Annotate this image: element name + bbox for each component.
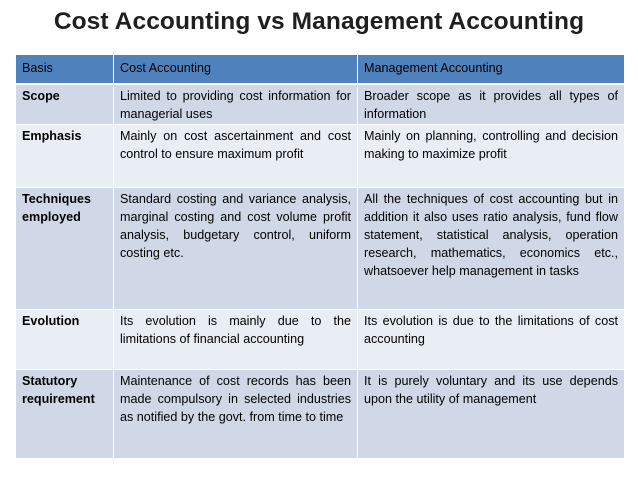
basis-cell: Evolution [16,310,114,370]
basis-cell: Scope [16,84,114,125]
table-body [16,84,625,459]
comparison-table [15,55,625,459]
cost-accounting-cell: Mainly on cost ascertainment and cost control to ensure maximum profit [114,125,358,188]
table-row-statutory-requirement [16,370,625,459]
management-accounting-cell: It is purely voluntary and its use depends upon the utility of management [358,370,625,459]
header-cost-accounting: Cost Accounting [114,55,358,84]
cost-accounting-cell: Maintenance of cost records has been made compulsory in selected industries as notified by the govt. from time to time [114,370,358,459]
header-row [16,55,625,84]
management-accounting-cell: Broader scope as it provides all types of information [358,84,625,125]
table-row-evolution [16,310,625,370]
table-row-emphasis [16,125,625,188]
management-accounting-cell: Mainly on planning, controlling and decision making to maximize profit [358,125,625,188]
cost-accounting-cell: Its evolution is mainly due to the limitations of financial accounting [114,310,358,370]
basis-cell: Emphasis [16,125,114,188]
management-accounting-cell: All the techniques of cost accounting but in addition it also uses ratio analysis, fund flow statement, statistical analysis, operation research, mathematics, economics etc., whatsoever help management in tasks [358,188,625,310]
basis-cell: Statutory requirement [16,370,114,459]
header-basis: Basis [16,55,114,84]
management-accounting-cell: Its evolution is due to the limitations of cost accounting [358,310,625,370]
header-management-accounting: Management Accounting [358,55,625,84]
cost-accounting-cell: Limited to providing cost information for managerial uses [114,84,358,125]
basis-cell: Techniques employed [16,188,114,310]
table-header [16,55,625,84]
slide-title: Cost Accounting vs Management Accounting [53,8,585,35]
table-row-scope [16,84,625,125]
cost-accounting-cell: Standard costing and variance analysis, marginal costing and cost volume profit analysis, budgetary control, uniform costing etc. [114,188,358,310]
table-row-techniques-employed [16,188,625,310]
